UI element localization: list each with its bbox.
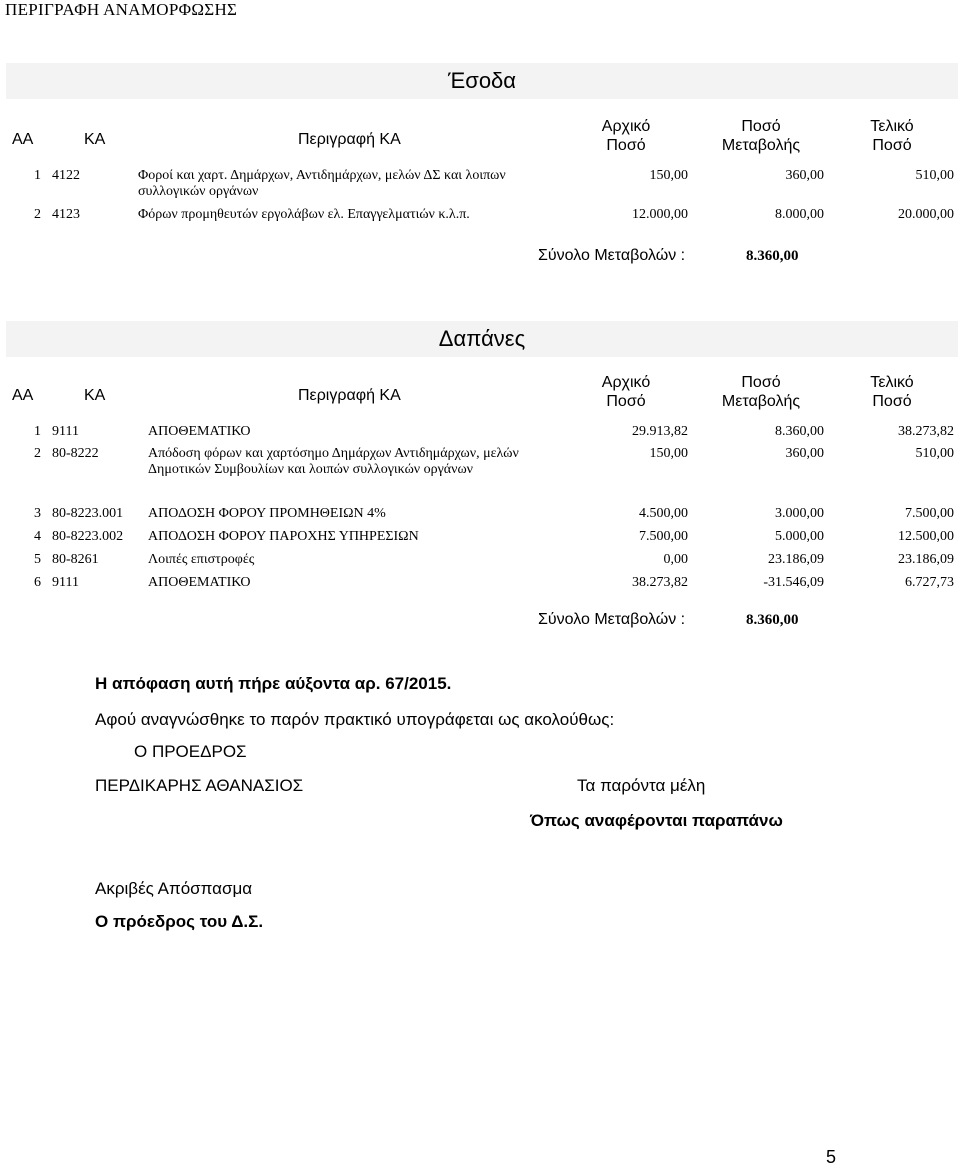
expenses-col-desc: Περιγραφή ΚΑ xyxy=(298,387,401,404)
expenses-col-ka: ΚΑ xyxy=(84,387,106,404)
row-ka: 4122 xyxy=(52,168,80,183)
row-aa: 2 xyxy=(34,446,41,461)
expenses-col-aa: ΑΑ xyxy=(12,387,34,404)
row-final: 12.500,00 xyxy=(898,529,954,544)
row-desc: ΑΠΟΘΕΜΑΤΙΚΟ xyxy=(148,424,251,439)
row-desc: ΑΠΟΔΟΣΗ ΦΟΡΟΥ ΠΡΟΜΗΘΕΙΩΝ 4% xyxy=(148,506,386,521)
page-number: 5 xyxy=(826,1147,837,1167)
row-initial: 38.273,82 xyxy=(632,575,688,590)
income-col-desc: Περιγραφή ΚΑ xyxy=(298,131,401,148)
income-section-band xyxy=(6,63,958,99)
row-aa: 1 xyxy=(34,168,41,183)
income-total-label: Σύνολο Μεταβολών : xyxy=(538,247,686,264)
row-desc: ΑΠΟΘΕΜΑΤΙΚΟ xyxy=(148,575,251,590)
expenses-heading: Δαπάνες xyxy=(438,326,526,351)
row-change: 8.000,00 xyxy=(775,207,824,222)
row-desc: Λοιπές επιστροφές xyxy=(148,552,255,567)
expenses-total-label: Σύνολο Μεταβολών : xyxy=(538,611,686,628)
row-aa: 2 xyxy=(34,207,41,222)
expenses-col-initial-line2: Ποσό xyxy=(606,393,646,410)
president-title: Ο ΠΡΟΕΔΡΟΣ xyxy=(134,742,247,761)
row-final: 6.727,73 xyxy=(905,575,954,590)
row-desc: Φόρων προμηθευτών εργολάβων ελ. Επαγγελματιών κ.λ.π. xyxy=(138,207,470,222)
expense-row xyxy=(0,575,960,593)
expenses-col-final-line1: Τελικό xyxy=(870,374,914,391)
income-row xyxy=(0,207,960,225)
income-col-final xyxy=(850,117,934,155)
expenses-col-initial-line1: Αρχικό xyxy=(601,374,651,391)
row-initial: 29.913,82 xyxy=(632,424,688,439)
expense-row xyxy=(0,506,960,524)
row-ka: 80-8222 xyxy=(52,446,99,461)
row-desc: ΑΠΟΔΟΣΗ ΦΟΡΟΥ ΠΑΡΟΧΗΣ ΥΠΗΡΕΣΙΩΝ xyxy=(148,529,419,544)
income-col-initial xyxy=(584,117,668,155)
row-final: 510,00 xyxy=(915,168,954,183)
expenses-col-initial xyxy=(584,373,668,411)
row-initial: 4.500,00 xyxy=(639,506,688,521)
expenses-col-change xyxy=(711,373,811,411)
income-row xyxy=(0,168,960,202)
row-desc: Φοροί και χαρτ. Δημάρχων, Αντιδημάρχων, μελών ΔΣ και λοιπων συλλογικών οργάνων xyxy=(138,168,506,199)
extract-label: Ακριβές Απόσπασμα xyxy=(95,879,253,898)
row-aa: 1 xyxy=(34,424,41,439)
row-change: 360,00 xyxy=(785,446,824,461)
row-initial: 0,00 xyxy=(663,552,688,567)
row-aa: 6 xyxy=(34,575,41,590)
decision-text: Η απόφαση αυτή πήρε αύξοντα αρ. 67/2015. xyxy=(95,674,452,693)
members-note: Όπως αναφέρονται παραπάνω xyxy=(530,811,783,830)
expenses-col-change-line1: Ποσό xyxy=(741,374,781,391)
income-col-initial-line2: Ποσό xyxy=(606,137,646,154)
president-name: ΠΕΡΔΙΚΑΡΗΣ ΑΘΑΝΑΣΙΟΣ xyxy=(95,776,304,795)
row-aa: 5 xyxy=(34,552,41,567)
row-aa: 3 xyxy=(34,506,41,521)
expense-row xyxy=(0,529,960,547)
row-ka: 9111 xyxy=(52,575,79,590)
income-col-final-line2: Ποσό xyxy=(872,137,912,154)
row-final: 23.186,09 xyxy=(898,552,954,567)
row-initial: 150,00 xyxy=(649,446,688,461)
expenses-col-change-line2: Μεταβολής xyxy=(721,393,801,410)
income-col-change xyxy=(711,117,811,155)
row-ka: 80-8223.001 xyxy=(52,506,124,521)
document-title: ΠΕΡΙΓΡΑΦΗ ΑΝΑΜΟΡΦΩΣΗΣ xyxy=(5,0,238,19)
signed-note: Αφού αναγνώσθηκε το παρόν πρακτικό υπογράφεται ως ακολούθως: xyxy=(95,710,615,729)
row-change: -31.546,09 xyxy=(763,575,824,590)
row-final: 38.273,82 xyxy=(898,424,954,439)
row-ka: 4123 xyxy=(52,207,80,222)
income-col-change-line2: Μεταβολής xyxy=(721,137,801,154)
row-change: 360,00 xyxy=(785,168,824,183)
row-change: 3.000,00 xyxy=(775,506,824,521)
expense-row xyxy=(0,552,960,570)
expenses-col-final xyxy=(850,373,934,411)
expense-row xyxy=(0,424,960,442)
members-label: Τα παρόντα μέλη xyxy=(577,776,706,795)
row-ka: 9111 xyxy=(52,424,79,439)
row-final: 510,00 xyxy=(915,446,954,461)
row-ka: 80-8223.002 xyxy=(52,529,124,544)
expenses-section-band xyxy=(6,321,958,357)
row-initial: 150,00 xyxy=(649,168,688,183)
row-change: 5.000,00 xyxy=(775,529,824,544)
row-initial: 12.000,00 xyxy=(632,207,688,222)
income-total-value: 8.360,00 xyxy=(746,248,799,264)
expenses-total-value: 8.360,00 xyxy=(746,612,799,628)
row-desc: Απόδοση φόρων και χαρτόσημο Δημάρχων Αντιδημάρχων, μελών Δημοτικών Συμβουλίων και λοιπών συλλογικών οργάνων xyxy=(148,446,519,477)
row-aa: 4 xyxy=(34,529,41,544)
income-col-ka: ΚΑ xyxy=(84,131,106,148)
income-col-initial-line1: Αρχικό xyxy=(601,118,651,135)
income-col-final-line1: Τελικό xyxy=(870,118,914,135)
extract-signer: Ο πρόεδρος του Δ.Σ. xyxy=(95,912,264,931)
row-initial: 7.500,00 xyxy=(639,529,688,544)
row-ka: 80-8261 xyxy=(52,552,99,567)
expense-row xyxy=(0,446,960,480)
income-heading: Έσοδα xyxy=(447,68,517,93)
row-final: 20.000,00 xyxy=(898,207,954,222)
income-col-change-line1: Ποσό xyxy=(741,118,781,135)
income-col-aa: ΑΑ xyxy=(12,131,34,148)
row-change: 8.360,00 xyxy=(775,424,824,439)
expenses-col-final-line2: Ποσό xyxy=(872,393,912,410)
row-final: 7.500,00 xyxy=(905,506,954,521)
row-change: 23.186,09 xyxy=(768,552,824,567)
